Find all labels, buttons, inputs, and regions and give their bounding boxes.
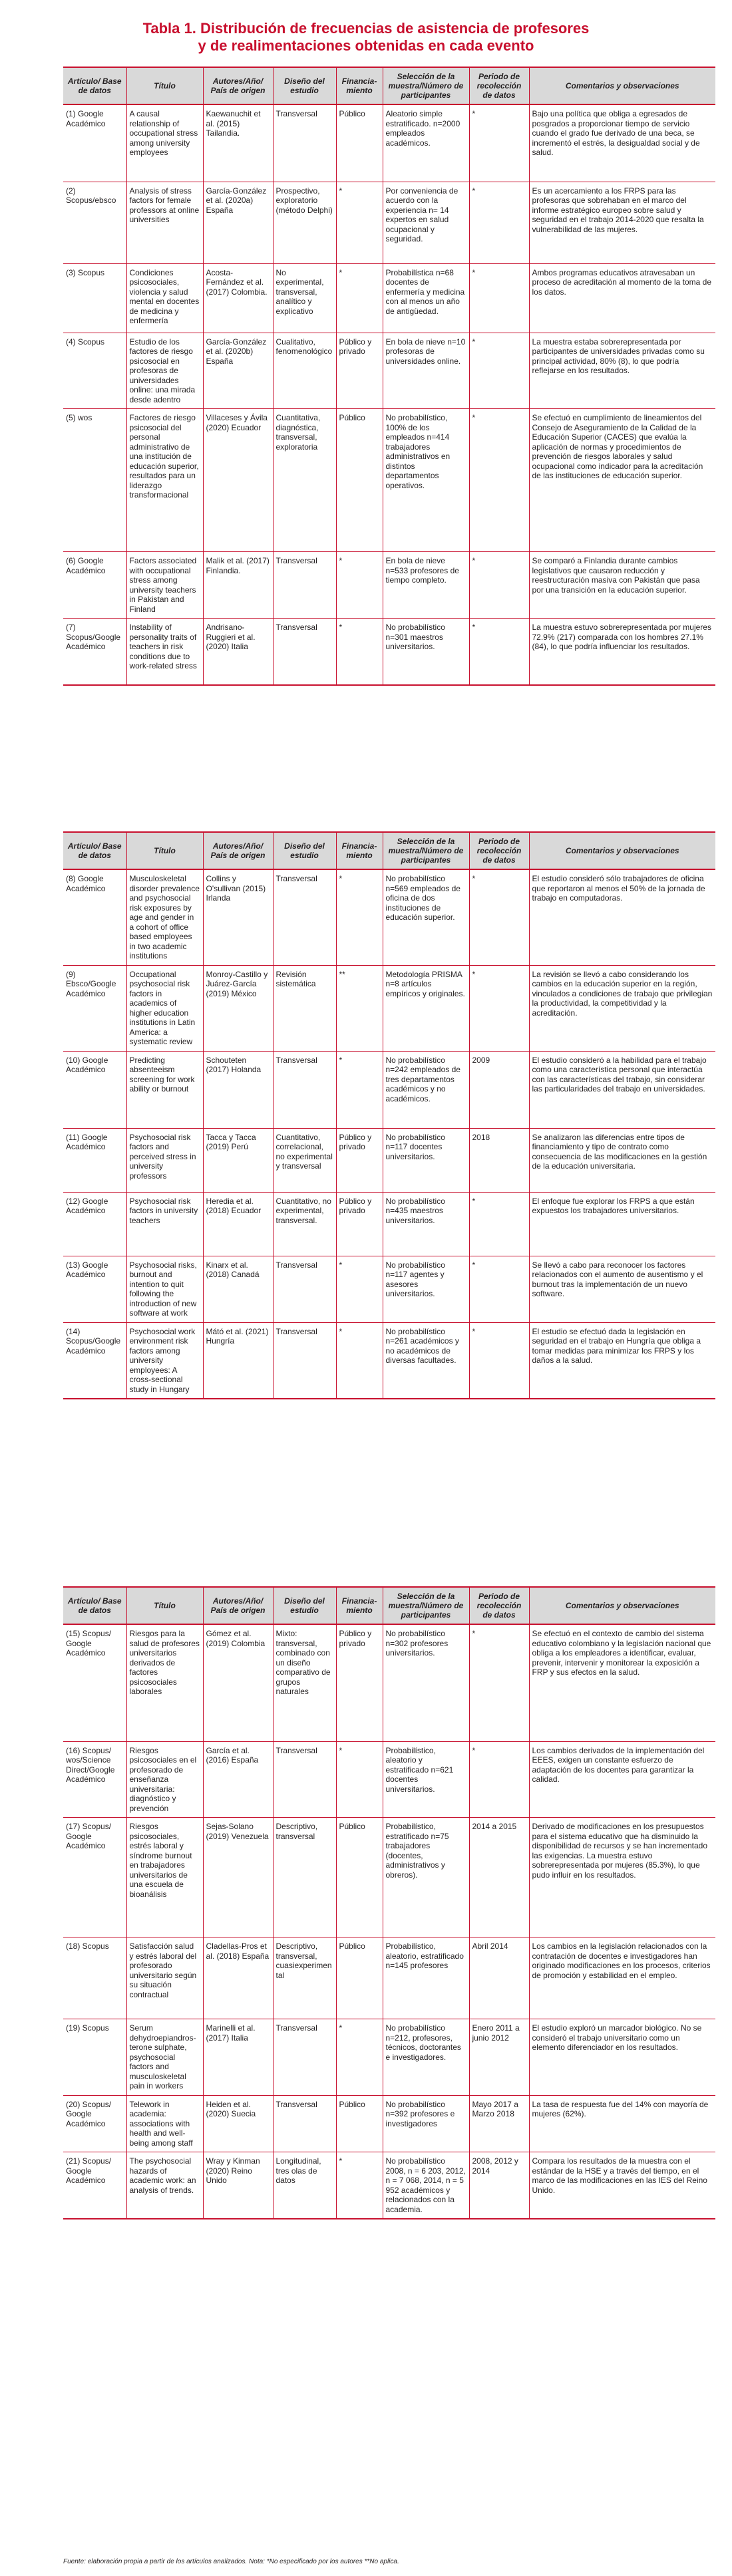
header-funding: Financia- miento: [336, 832, 383, 869]
comments-cell: El estudio exploró un marcador biológico. No se consideró el trabajo universitario como un elemento diferenciador en los resultados.: [529, 2019, 715, 2096]
sample-cell: Probabilístico, aleatorio, estratificado n=145 profesores: [383, 1937, 469, 2019]
period-cell: *: [469, 182, 529, 263]
title-cell: Satisfacción salud y estrés laboral del profesorado universitario según su situación contractual: [126, 1937, 203, 2019]
comments-cell: Derivado de modificaciones en los presupuestos para el sistema educativo que ha disminuido la disponibilidad de recursos y se han incrementado las exigencias. La muestra estuvo sobrerepresentada por mujeres (85.3%), lo que pudo influir en los resultados.: [529, 1818, 715, 1937]
article-db-cell: (8) Google Académico: [63, 869, 126, 965]
header-sample: Selección de la muestra/Número de participantes: [383, 67, 469, 104]
period-cell: *: [469, 552, 529, 619]
comments-cell: Se llevó a cabo para reconocer los factores relacionados con el aumento de ausentismo y el burnout tras la implementación de un nuevo software.: [529, 1256, 715, 1322]
design-cell: Transversal: [273, 552, 336, 619]
authors-cell: Villaceses y Ávila (2020) Ecuador: [203, 409, 273, 552]
design-cell: Cuantitativo, correlacional, no experimental y transversal: [273, 1128, 336, 1192]
sample-cell: No probabilístico 2008, n = 6 203, 2012, n = 7 068, 2014, n = 5 952 académicos y relacionados con la academia.: [383, 2152, 469, 2219]
table-header: [63, 832, 715, 869]
funding-cell: *: [336, 1051, 383, 1128]
period-cell: *: [469, 1192, 529, 1256]
sample-cell: No probabilístico n=569 empleados de oficina de dos instituciones de educación superior.: [383, 869, 469, 965]
period-cell: Mayo 2017 a Marzo 2018: [469, 2095, 529, 2152]
period-cell: *: [469, 869, 529, 965]
table-header: [63, 1587, 715, 1624]
table-section-3: [63, 1586, 715, 2219]
comments-cell: El enfoque fue explorar los FRPS a que están expuestos los trabajadores universitarios.: [529, 1192, 715, 1256]
header-authors: Autores/Año/ País de origen: [203, 67, 273, 104]
title-cell: Factores de riesgo psicosocial del personal administrativo de una institución de educación superior, resultados para un liderazgo transformacional: [126, 409, 203, 552]
table-footnote: Fuente: elaboración propia a partir de los artículos analizados. Nota: *No especificado por los autores **No aplica.: [63, 2558, 399, 2565]
table-row: [63, 1192, 715, 1256]
table-body: [63, 1624, 715, 2219]
table-row: [63, 409, 715, 552]
authors-cell: Andrisano-Ruggieri et al. (2020) Italia: [203, 619, 273, 685]
article-db-cell: (21) Scopus/ Google Académico: [63, 2152, 126, 2219]
header-authors: Autores/Año/ País de origen: [203, 832, 273, 869]
title-cell: Riesgos psicosociales en el profesorado de enseñanza universitaria: diagnóstico y prevención: [126, 1741, 203, 1818]
sample-cell: No probabilístico n=117 agentes y asesores universitarios.: [383, 1256, 469, 1322]
table-row: [63, 1937, 715, 2019]
comments-cell: La revisión se llevó a cabo considerando los cambios en la educación superior en la región, vinculados a condiciones de trabajo que privilegian la productividad, la competitividad y la acreditación.: [529, 965, 715, 1051]
period-cell: *: [469, 333, 529, 409]
comments-cell: El estudio se efectuó dada la legislación en seguridad en el trabajo en Hungría que obliga a tomar medidas para minimizar los FRPS y los daños a la salud.: [529, 1322, 715, 1399]
comments-cell: Se comparó a Finlandia durante cambios legislativos que causaron reducción y reestructuración masiva con Pakistán que pasa por una transición en la educación superior.: [529, 552, 715, 619]
funding-cell: Público: [336, 104, 383, 182]
table-row: [63, 619, 715, 685]
period-cell: 2014 a 2015: [469, 1818, 529, 1937]
article-db-cell: (1) Google Académico: [63, 104, 126, 182]
table-row: [63, 869, 715, 965]
table-row: [63, 1051, 715, 1128]
title-cell: Condiciones psicosociales, violencia y salud mental en docentes de medicina y enfermería: [126, 263, 203, 333]
table-row: [63, 552, 715, 619]
comments-cell: Los cambios en la legislación relacionados con la contratación de docentes e investigadores han originado modificaciones en los procesos, criterios de promoción y estabilidad en el empleo.: [529, 1937, 715, 2019]
authors-cell: Marinelli et al. (2017) Italia: [203, 2019, 273, 2096]
table-body: [63, 104, 715, 685]
funding-cell: Público: [336, 409, 383, 552]
funding-cell: *: [336, 263, 383, 333]
header-period: Periodo de recolección de datos: [469, 832, 529, 869]
title-cell: Factors associated with occupational stress among university teachers in Pakistan and Finland: [126, 552, 203, 619]
table-title: [0, 20, 732, 55]
header-funding: Financia- miento: [336, 1587, 383, 1624]
design-cell: Transversal: [273, 1741, 336, 1818]
title-cell: Musculoskeletal disorder prevalence and psychosocial risk exposures by age and gender in a cohort of office based employees in two academic institutions: [126, 869, 203, 965]
design-cell: Cuantitativo, no experimental, transversal.: [273, 1192, 336, 1256]
period-cell: *: [469, 1624, 529, 1741]
table-row: [63, 1741, 715, 1818]
article-db-cell: (13) Google Académico: [63, 1256, 126, 1322]
design-cell: Descriptivo, transversal: [273, 1818, 336, 1937]
sample-cell: No probabilístico n=212, profesores, técnicos, doctorantes e investigadores.: [383, 2019, 469, 2096]
article-db-cell: (20) Scopus/ Google Académico: [63, 2095, 126, 2152]
article-db-cell: (2) Scopus/ebsco: [63, 182, 126, 263]
comments-cell: El estudio consideró a la habilidad para el trabajo como una característica personal que interactúa con las características del trabajo, sin considerar las particularidades del trabajo en universidades.: [529, 1051, 715, 1128]
authors-cell: Heiden et al. (2020) Suecia: [203, 2095, 273, 2152]
design-cell: Transversal: [273, 104, 336, 182]
authors-cell: Collins y O'sullivan (2015) Irlanda: [203, 869, 273, 965]
period-cell: *: [469, 409, 529, 552]
table-row: [63, 1256, 715, 1322]
comments-cell: El estudio consideró sólo trabajadores de oficina que reportaron al menos el 50% de la jornada de trabajo en computadoras.: [529, 869, 715, 965]
table-row: [63, 2152, 715, 2219]
title-cell: Serum dehydroepiandros-terone sulphate, psychosocial factors and musculoskeletal pain in workers: [126, 2019, 203, 2096]
sample-cell: No probabilístico n=435 maestros universitarios.: [383, 1192, 469, 1256]
period-cell: Enero 2011 a junio 2012: [469, 2019, 529, 2096]
sample-cell: No probabilístico n=392 profesores e investigadores: [383, 2095, 469, 2152]
funding-cell: *: [336, 182, 383, 263]
table-row: [63, 1818, 715, 1937]
sample-cell: Probabilístico, aleatorio y estratificado n=621 docentes universitarios.: [383, 1741, 469, 1818]
design-cell: Cualitativo, fenomenológico: [273, 333, 336, 409]
sample-cell: No probabilístico n=242 empleados de tres departamentos académicos y no académicos.: [383, 1051, 469, 1128]
period-cell: *: [469, 1741, 529, 1818]
funding-cell: *: [336, 1256, 383, 1322]
header-article-db: Artículo/ Base de datos: [63, 67, 126, 104]
header-comments: Comentarios y observaciones: [529, 67, 715, 104]
header-article-db: Artículo/ Base de datos: [63, 1587, 126, 1624]
authors-cell: Tacca y Tacca (2019) Perú: [203, 1128, 273, 1192]
authors-cell: Sejas-Solano (2019) Venezuela: [203, 1818, 273, 1937]
header-design: Diseño del estudio: [273, 832, 336, 869]
authors-cell: Kaewanuchit et al. (2015) Tailandia.: [203, 104, 273, 182]
article-db-cell: (17) Scopus/ Google Académico: [63, 1818, 126, 1937]
comments-cell: La tasa de respuesta fue del 14% con mayoría de mujeres (62%).: [529, 2095, 715, 2152]
table-row: [63, 1128, 715, 1192]
article-db-cell: (15) Scopus/ Google Académico: [63, 1624, 126, 1741]
title-cell: Predicting absenteeism screening for work ability or burnout: [126, 1051, 203, 1128]
authors-cell: Schouteten (2017) Holanda: [203, 1051, 273, 1128]
period-cell: *: [469, 1322, 529, 1399]
funding-cell: Público: [336, 1818, 383, 1937]
funding-cell: *: [336, 869, 383, 965]
period-cell: *: [469, 1256, 529, 1322]
table-section-1: [63, 67, 715, 686]
header-design: Diseño del estudio: [273, 67, 336, 104]
authors-cell: Kinarx et al. (2018) Canadá: [203, 1256, 273, 1322]
authors-cell: García-González et al. (2020b) España: [203, 333, 273, 409]
table-header: [63, 67, 715, 104]
article-db-cell: (5) wos: [63, 409, 126, 552]
period-cell: *: [469, 619, 529, 685]
authors-cell: Heredia et al. (2018) Ecuador: [203, 1192, 273, 1256]
title-cell: Estudio de los factores de riesgo psicosocial en profesoras de universidades online: una mirada desde adentro: [126, 333, 203, 409]
title-cell: The psychosocial hazards of academic work: an analysis of trends.: [126, 2152, 203, 2219]
comments-cell: La muestra estaba sobrerepresentada por participantes de universidades privadas como su principal actividad, 80% (8), lo que podría reflejarse en los resultados.: [529, 333, 715, 409]
table-row: [63, 2095, 715, 2152]
authors-cell: Malik et al. (2017) Finlandia.: [203, 552, 273, 619]
table-row: [63, 965, 715, 1051]
period-cell: *: [469, 965, 529, 1051]
funding-cell: *: [336, 1741, 383, 1818]
article-db-cell: (4) Scopus: [63, 333, 126, 409]
funding-cell: *: [336, 552, 383, 619]
funding-cell: Público y privado: [336, 333, 383, 409]
header-funding: Financia- miento: [336, 67, 383, 104]
article-db-cell: (6) Google Académico: [63, 552, 126, 619]
table-title-line-2: y de realimentaciones obtenidas en cada evento: [198, 37, 534, 54]
header-sample: Selección de la muestra/Número de participantes: [383, 832, 469, 869]
design-cell: Transversal: [273, 1051, 336, 1128]
comments-cell: Es un acercamiento a los FRPS para las profesoras que sobrehaban en el marco del informe estratégico europeo sobre salud y seguridad en el trabajo 2014-2020 que resalta la vulnerabilidad de las mujeres.: [529, 182, 715, 263]
title-cell: Riesgos para la salud de profesores universitarios derivados de factores psicosociales laborales: [126, 1624, 203, 1741]
design-cell: Transversal: [273, 869, 336, 965]
authors-cell: Gómez et al. (2019) Colombia: [203, 1624, 273, 1741]
header-period: Periodo de recolección de datos: [469, 1587, 529, 1624]
header-article-db: Artículo/ Base de datos: [63, 832, 126, 869]
article-db-cell: (14) Scopus/Google Académico: [63, 1322, 126, 1399]
table-row: [63, 1322, 715, 1399]
sample-cell: No probabilístico n=301 maestros universitarios.: [383, 619, 469, 685]
authors-cell: Mátó et al. (2021) Hungría: [203, 1322, 273, 1399]
design-cell: No experimental, transversal, analítico y explicativo: [273, 263, 336, 333]
article-db-cell: (16) Scopus/ wos/Science Direct/Google Académico: [63, 1741, 126, 1818]
table-title-line-1: Tabla 1. Distribución de frecuencias de asistencia de profesores: [142, 20, 590, 37]
comments-cell: Los cambios derivados de la implementación del EEES, exigen un constante esfuerzo de adaptación de los docentes para garantizar la calidad.: [529, 1741, 715, 1818]
table-row: [63, 2019, 715, 2096]
design-cell: Longitudinal, tres olas de datos: [273, 2152, 336, 2219]
header-period: Periodo de recolección de datos: [469, 67, 529, 104]
title-cell: Telework in academia: associations with health and well-being among staff: [126, 2095, 203, 2152]
sample-cell: No probabilístico n=302 profesores universitarios.: [383, 1624, 469, 1741]
table-row: [63, 104, 715, 182]
sample-cell: Probabilístico, estratificado n=75 trabajadores (docentes, administrativos y obreros).: [383, 1818, 469, 1937]
table-row: [63, 263, 715, 333]
funding-cell: *: [336, 2019, 383, 2096]
comments-cell: Se efectuó en el contexto de cambio del sistema educativo colombiano y la legislación nacional que obliga a los empleadores a identificar, evaluar, prevenir, intervenir y monitorear la exposición a FRP y sus efectos en la salud.: [529, 1624, 715, 1741]
funding-cell: Público: [336, 1937, 383, 2019]
authors-cell: García-González et al. (2020a) España: [203, 182, 273, 263]
authors-cell: Wray y Kinman (2020) Reino Unido: [203, 2152, 273, 2219]
funding-cell: **: [336, 965, 383, 1051]
header-title: Título: [126, 832, 203, 869]
funding-cell: *: [336, 1322, 383, 1399]
design-cell: Transversal: [273, 1256, 336, 1322]
period-cell: 2018: [469, 1128, 529, 1192]
header-design: Diseño del estudio: [273, 1587, 336, 1624]
comments-cell: Se efectuó en cumplimiento de lineamientos del Consejo de Aseguramiento de la Calidad de la Educación Superior (CACES) que evalúa la aplicación de normas y procedimientos de prevención de riesgos laborales y salud ocupacional como indicador para la acreditación de las instituciones de educación superior.: [529, 409, 715, 552]
period-cell: 2009: [469, 1051, 529, 1128]
period-cell: Abril 2014: [469, 1937, 529, 2019]
title-cell: Psychosocial risk factors in university teachers: [126, 1192, 203, 1256]
comments-cell: Compara los resultados de la muestra con el estándar de la HSE y a través del tiempo, en el marco de las modificaciones en las IES del Reino Unido.: [529, 2152, 715, 2219]
sample-cell: No probabilístico n=117 docentes universitarios.: [383, 1128, 469, 1192]
title-cell: Psychosocial work environment risk factors among university employees: A cross-sectional study in Hungary: [126, 1322, 203, 1399]
header-comments: Comentarios y observaciones: [529, 1587, 715, 1624]
authors-cell: Monroy-Castillo y Juárez-García (2019) México: [203, 965, 273, 1051]
design-cell: Cuantitativa, diagnóstica, transversal, exploratoria: [273, 409, 336, 552]
comments-cell: Ambos programas educativos atravesaban un proceso de acreditación al momento de la toma de los datos.: [529, 263, 715, 333]
comments-cell: Se analizaron las diferencias entre tipos de financiamiento y tipo de contrato como consecuencia de las modificaciones en la gestión de la educación universitaria.: [529, 1128, 715, 1192]
sample-cell: En bola de nieve n=533 profesores de tiempo completo.: [383, 552, 469, 619]
comments-cell: Bajo una política que obliga a egresados de posgrados a proporcionar tiempo de servicio cuando el grado fue derivado de una beca, se incrementó el estrés, la desigualdad social y de salud.: [529, 104, 715, 182]
table-row: [63, 182, 715, 263]
funding-cell: Público y privado: [336, 1128, 383, 1192]
title-cell: Analysis of stress factors for female professors at online universities: [126, 182, 203, 263]
table-row: [63, 333, 715, 409]
table-row: [63, 1624, 715, 1741]
design-cell: Transversal: [273, 2019, 336, 2096]
article-db-cell: (10) Google Académico: [63, 1051, 126, 1128]
sample-cell: Metodología PRISMA n=8 artículos empíricos y originales.: [383, 965, 469, 1051]
funding-cell: *: [336, 619, 383, 685]
article-db-cell: (11) Google Académico: [63, 1128, 126, 1192]
design-cell: Mixto: transversal, combinado con un diseño comparativo de grupos naturales: [273, 1624, 336, 1741]
article-db-cell: (9) Ebsco/Google Académico: [63, 965, 126, 1051]
authors-cell: García et al. (2016) España: [203, 1741, 273, 1818]
sample-cell: Por conveniencia de acuerdo con la experiencia n= 14 expertos en salud ocupacional y seguridad.: [383, 182, 469, 263]
title-cell: Psychosocial risks, burnout and intention to quit following the introduction of new software at work: [126, 1256, 203, 1322]
article-db-cell: (19) Scopus: [63, 2019, 126, 2096]
design-cell: Transversal: [273, 619, 336, 685]
period-cell: *: [469, 263, 529, 333]
sample-cell: No probabilístico, 100% de los empleados n=414 trabajadores administrativos en distintos departamentos operativos.: [383, 409, 469, 552]
authors-cell: Cladellas-Pros et al. (2018) España: [203, 1937, 273, 2019]
title-cell: Psychosocial risk factors and perceived stress in university professors: [126, 1128, 203, 1192]
header-authors: Autores/Año/ País de origen: [203, 1587, 273, 1624]
title-cell: Occupational psychosocial risk factors in academics of higher education institutions in Latin America: a systematic review: [126, 965, 203, 1051]
design-cell: Revisión sistemática: [273, 965, 336, 1051]
title-cell: A causal relationship of occupational stress among university employees: [126, 104, 203, 182]
header-comments: Comentarios y observaciones: [529, 832, 715, 869]
funding-cell: Público: [336, 2095, 383, 2152]
funding-cell: *: [336, 2152, 383, 2219]
article-db-cell: (3) Scopus: [63, 263, 126, 333]
header-title: Título: [126, 1587, 203, 1624]
funding-cell: Público y privado: [336, 1192, 383, 1256]
design-cell: Transversal: [273, 1322, 336, 1399]
title-cell: Instability of personality traits of teachers in risk conditions due to work-related stress: [126, 619, 203, 685]
funding-cell: Público y privado: [336, 1624, 383, 1741]
sample-cell: Aleatorio simple estratificado. n=2000 empleados académicos.: [383, 104, 469, 182]
authors-cell: Acosta-Fernández et al. (2017) Colombia.: [203, 263, 273, 333]
sample-cell: En bola de nieve n=10 profesoras de universidades online.: [383, 333, 469, 409]
sample-cell: No probabilístico n=261 académicos y no académicos de diversas facultades.: [383, 1322, 469, 1399]
period-cell: 2008, 2012 y 2014: [469, 2152, 529, 2219]
table-body: [63, 869, 715, 1399]
table-section-2: [63, 831, 715, 1399]
header-title: Título: [126, 67, 203, 104]
period-cell: *: [469, 104, 529, 182]
design-cell: Descriptivo, transversal, cuasiexperimental: [273, 1937, 336, 2019]
article-db-cell: (12) Google Académico: [63, 1192, 126, 1256]
design-cell: Prospectivo, exploratorio (método Delphi): [273, 182, 336, 263]
title-cell: Riesgos psicosociales, estrés laboral y síndrome burnout en trabajadores universitarios de una escuela de bioanálisis: [126, 1818, 203, 1937]
sample-cell: Probabilística n=68 docentes de enfermería y medicina con al menos un año de antigüedad.: [383, 263, 469, 333]
design-cell: Transversal: [273, 2095, 336, 2152]
article-db-cell: (7) Scopus/Google Académico: [63, 619, 126, 685]
article-db-cell: (18) Scopus: [63, 1937, 126, 2019]
header-sample: Selección de la muestra/Número de participantes: [383, 1587, 469, 1624]
comments-cell: La muestra estuvo sobrerepresentada por mujeres 72.9% (217) comparada con los hombres 27.1% (84), lo que podría influenciar los resultados.: [529, 619, 715, 685]
